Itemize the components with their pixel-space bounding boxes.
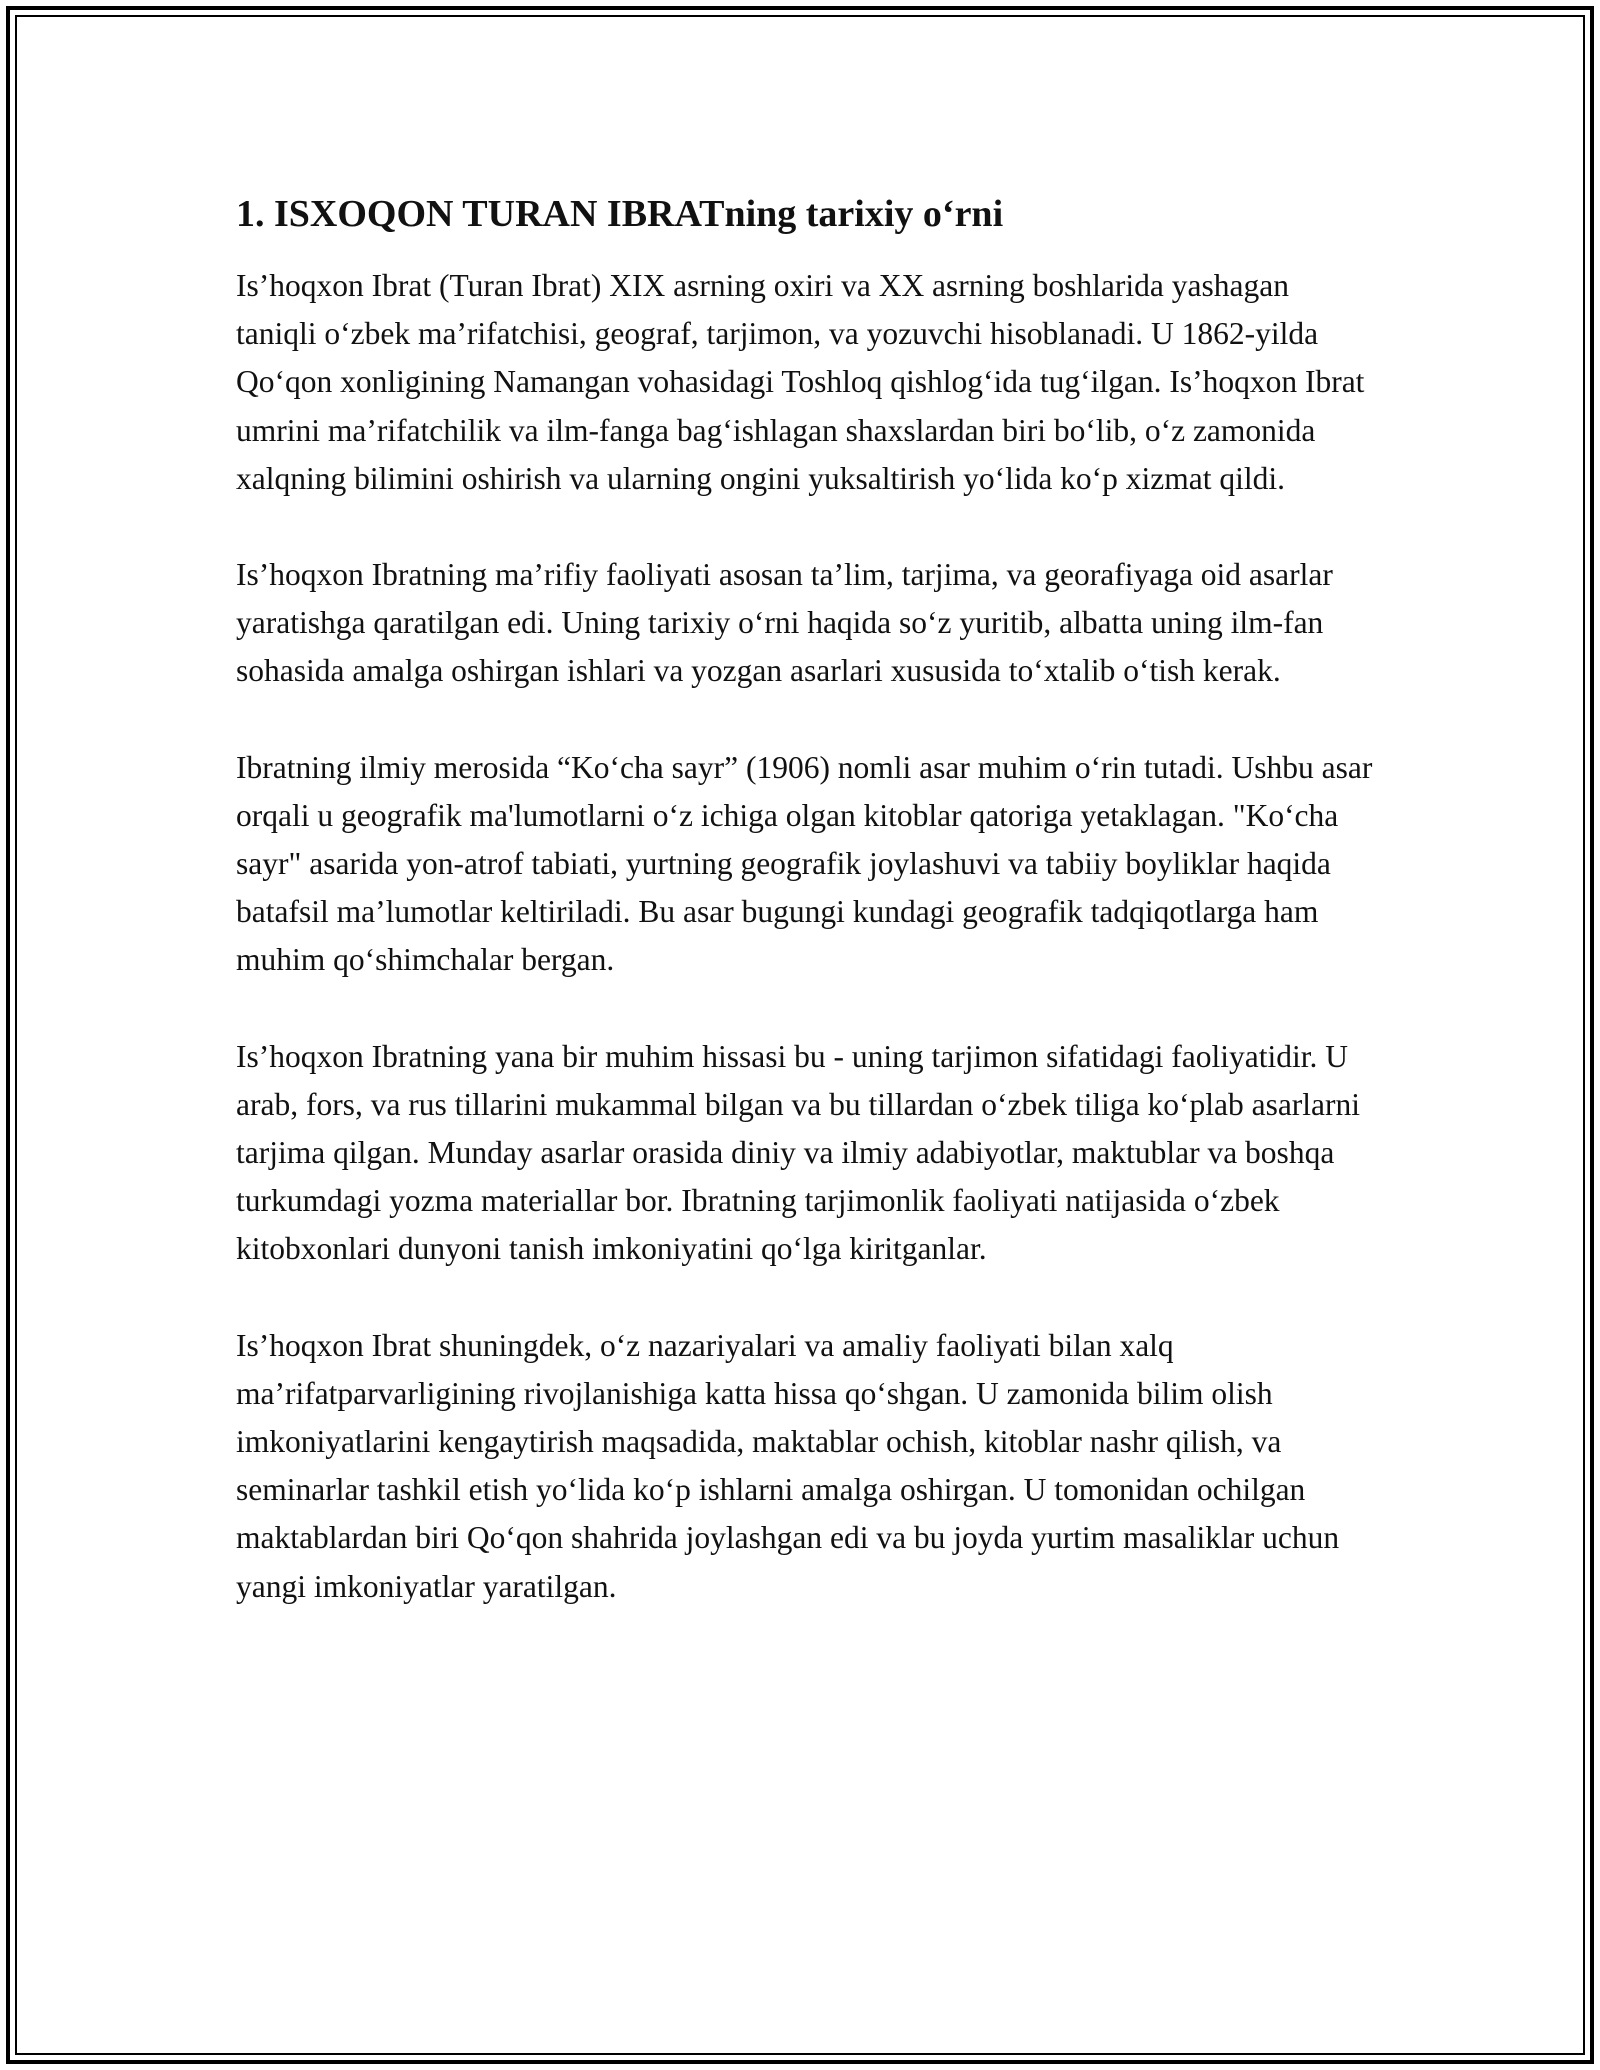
document-body [236,190,1376,1659]
paragraph-1: Is’hoqxon Ibrat (Turan Ibrat) XIX asrning oxiri va XX asrning boshlarida yashagan taniqli o‘zbek ma’rifatchisi, geograf, tarjimon, va yozuvchi hisoblanadi. U 1862-yilda Qo‘qon xonligining Namangan vohasidagi Toshloq qishlog‘ida tug‘ilgan. Is’hoqxon Ibrat umrini ma’rifatchilik va ilm-fanga bag‘ishlagan shaxslardan biri bo‘lib, o‘z zamonida xalqning bilimini oshirish va ularning ongini yuksaltirish yo‘lida ko‘p xizmat qildi. [236,268,1365,496]
paragraph-3: Ibratning ilmiy merosida “Ko‘cha sayr” (1906) nomli asar muhim o‘rin tutadi. Ushbu asar orqali u geografik ma'lumotlarni o‘z ichiga olgan kitoblar qatoriga yetaklagan. "Ko‘cha sayr" asarida yon-atrof tabiati, yurtning geografik joylashuvi va tabiiy boyliklar haqida batafsil ma’lumotlar keltiriladi. Bu asar bugungi kundagi geografik tadqiqotlarga ham muhim qo‘shimchalar bergan. [236,749,1373,978]
document-title: 1. ISXOQON TURAN IBRATning tarixiy o‘rni [236,193,1004,235]
paragraph-5: Is’hoqxon Ibrat shuningdek, o‘z nazariyalari va amaliy faoliyati bilan xalq ma’rifatparvarligining rivojlanishiga katta hissa qo‘shgan. U zamonida bilim olish imkoniyatlarini kengaytirish maqsadida, maktablar ochish, kitoblar nashr qilish, va seminarlar tashkil etish yo‘lida ko‘p ishlarni amalga oshirgan. U tomonidan ochilgan maktablardan biri Qo‘qon shahrida joylashgan edi va bu joyda yurtim masaliklar uchun yangi imkoniyatlar yaratilgan. [236,1327,1340,1604]
paragraph-2: Is’hoqxon Ibratning ma’rifiy faoliyati asosan ta’lim, tarjima, va georafiyaga oid asarlar yaratishga qaratilgan edi. Uning tarixiy o‘rni haqida so‘z yuritib, albatta uning ilm-fan sohasida amalga oshirgan ishlari va yozgan asarlari xususida to‘xtalib o‘tish kerak. [236,557,1333,689]
paragraph-4: Is’hoqxon Ibratning yana bir muhim hissasi bu - uning tarjimon sifatidagi faoliyatidir. U arab, fors, va rus tillarini mukammal bilgan va bu tillardan o‘zbek tiliga ko‘plab asarlarni tarjima qilgan. Munday asarlar orasida diniy va ilmiy adabiyotlar, maktublar va boshqa turkumdagi yozma materiallar bor. Ibratning tarjimonlik faoliyati natijasida o‘zbek kitobxonlari dunyoni tanish imkoniyatini qo‘lga kiritganlar. [236,1038,1361,1267]
